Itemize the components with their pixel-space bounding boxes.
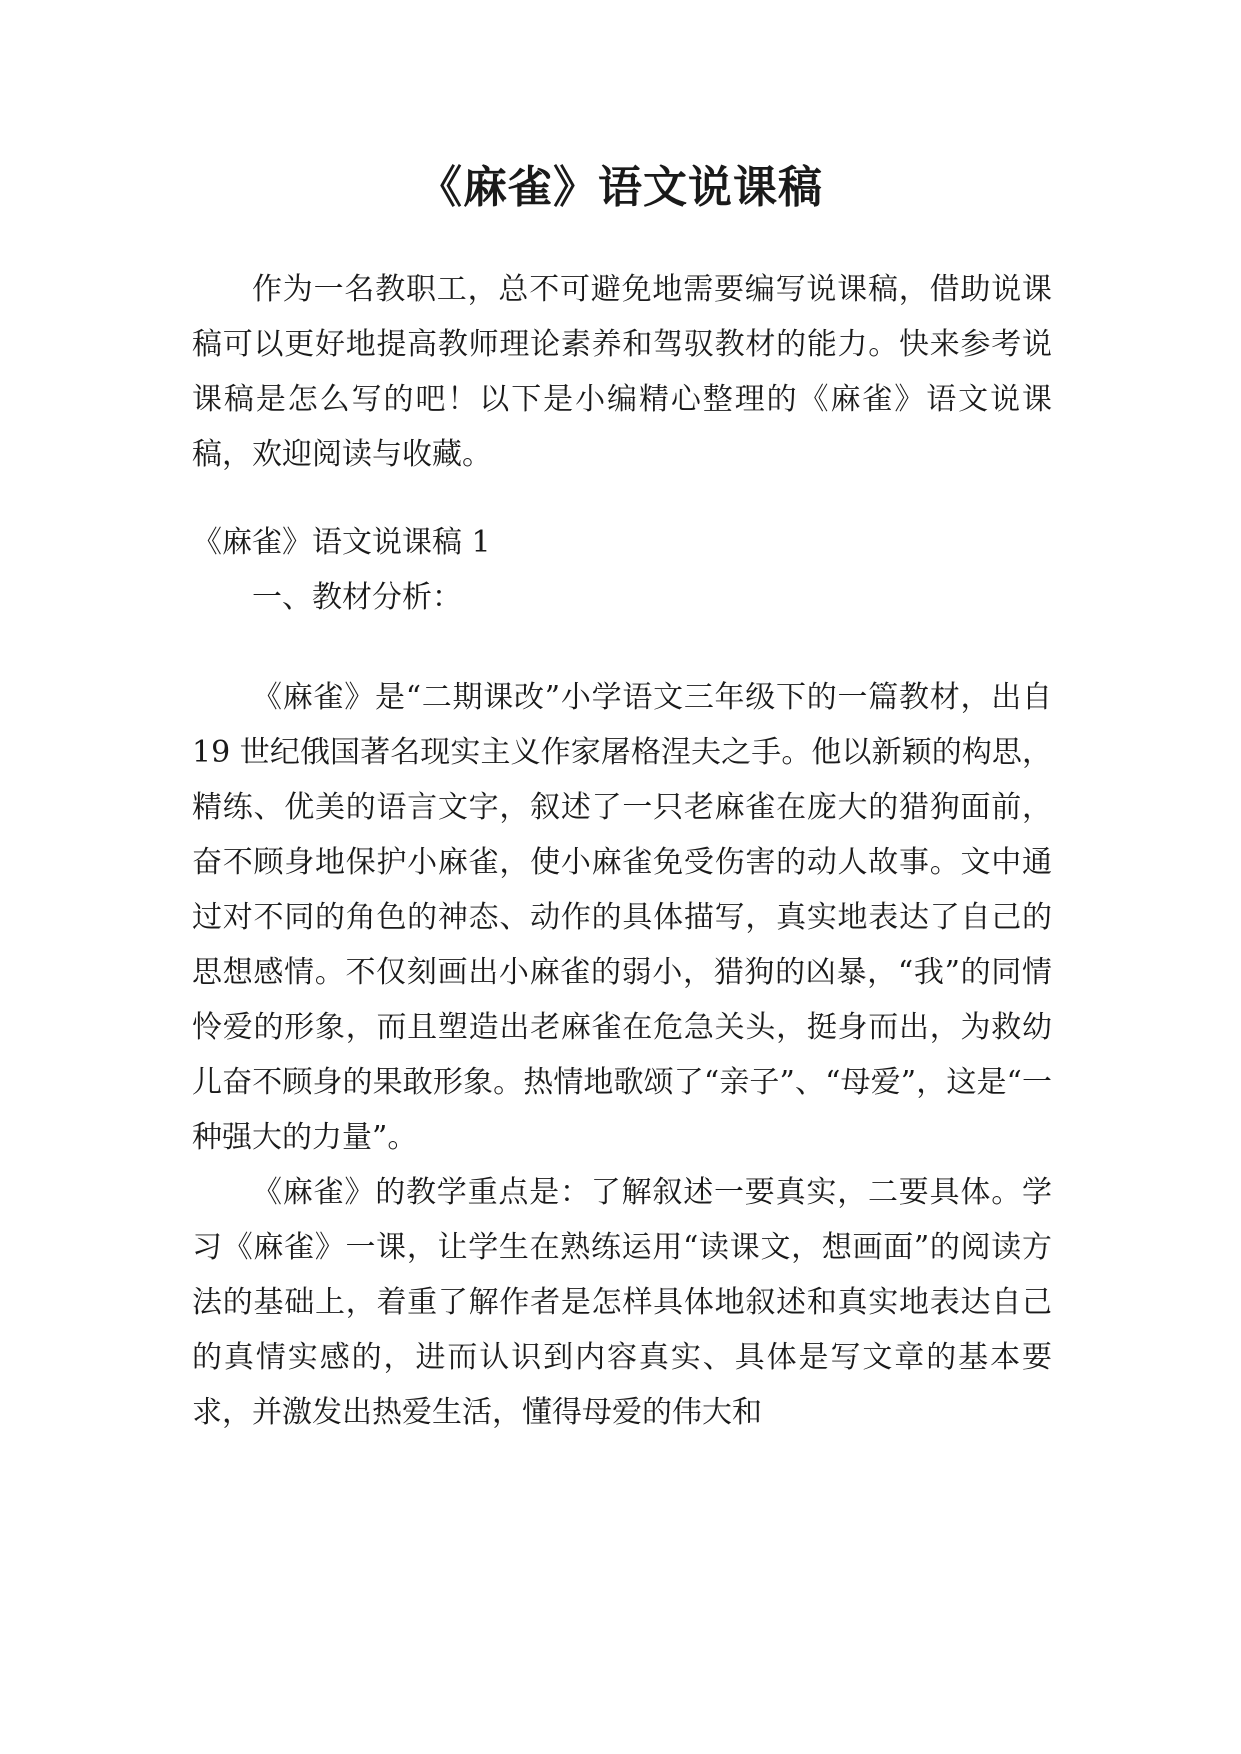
body-block: [192, 670, 1052, 1440]
intro-paragraph: 作为一名教职工，总不可避免地需要编写说课稿，借助说课稿可以更好地提高教师理论素养和驾驭教材的能力。快来参考说课稿是怎么写的吧！以下是小编精心整理的《麻雀》语文说课稿，欢迎阅读与收藏。: [192, 272, 1052, 472]
section-header-block: [192, 515, 1052, 625]
section-title: 《麻雀》语文说课稿 1: [192, 525, 491, 560]
body-paragraph: 《麻雀》是“二期课改”小学语文三年级下的一篇教材，出自 19 世纪俄国著名现实主义作家屠格涅夫之手。他以新颖的构思，精练、优美的语言文字，叙述了一只老麻雀在庞大的猎狗面前，奋不顾身地保护小麻雀，使小麻雀免受伤害的动人故事。文中通过对不同的角色的神态、动作的具体描写，真实地表达了自己的思想感情。不仅刻画出小麻雀的弱小，猎狗的凶暴，“我”的同情怜爱的形象，而且塑造出老麻雀在危急关头，挺身而出，为救幼儿奋不顾身的果敢形象。热情地歌颂了“亲子”、“母爱”，这是“一种强大的力量”。: [192, 680, 1052, 1155]
subheading: 一、教材分析：: [252, 580, 462, 615]
page-title: 《麻雀》语文说课稿: [418, 162, 823, 213]
body-paragraph: 《麻雀》的教学重点是：了解叙述一要真实，二要具体。学习《麻雀》一课，让学生在熟练运用“读课文，想画面”的阅读方法的基础上，着重了解作者是怎样具体地叙述和真实地表达自己的真情实感的，进而认识到内容真实、具体是写文章的基本要求，并激发出热爱生活，懂得母爱的伟大和: [192, 1175, 1052, 1430]
intro-block: [192, 262, 1052, 482]
